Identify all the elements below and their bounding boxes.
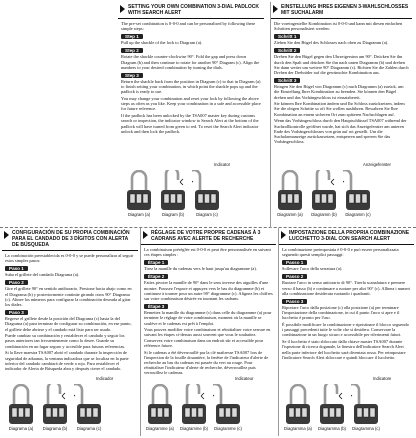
note-text: Si la llave maestra TSA007 abrió el candado durante la inspección de seguridad de aduanas, la ventana indicadora que se localiza en la parte inferior del candado cambiará de verde a rojo. Para restablecer el indicador de Alerta de Búsqueda abra y después cierre el candado. xyxy=(5,350,129,371)
dial-icon xyxy=(205,194,210,203)
diagram-label: Diagramm (c) xyxy=(345,212,371,217)
panel-french xyxy=(140,228,276,436)
dial-icon xyxy=(177,194,182,203)
dial-icon xyxy=(143,194,148,203)
dial-icon xyxy=(288,194,293,203)
instructions-body xyxy=(141,245,276,379)
step-text: Return the shackle back from the position in Diagram (c) to that in Diagram (a) to finish setting your combination, in which point the shackle pops up and the padlock is ready to use. xyxy=(121,78,261,95)
diagram-figure xyxy=(351,384,381,431)
dial-icon xyxy=(53,408,58,417)
dial-icon xyxy=(19,408,24,417)
padlock-diagram-icon xyxy=(309,170,339,212)
padlock-diagram-icon xyxy=(145,384,175,426)
step-label: Paso 1 xyxy=(5,266,28,271)
diagram-label: Diagrama (a) xyxy=(8,426,34,431)
note-text: Puede cambiar su combinación y restablecer el candado y seguir los pasos anteriores tan frecuentemente como lo desee. Guarde su combinación en un lugar seguro y accesible para futuras referencias. xyxy=(5,333,126,349)
diagram-label: Diagramma (c) xyxy=(352,426,380,431)
step-label: Étape 1 xyxy=(144,260,168,265)
intro-text: The pre-set combination is 0-0-0 and can be personalised by following these simple steps: xyxy=(121,21,256,32)
rotate-arrow-icon xyxy=(351,395,352,398)
triangle-bullet-icon xyxy=(281,231,286,239)
section-title: EINSTELLUNG IHRES EIGENEN 3-WAHLSCHLOSSES MIT SUCHALARM xyxy=(281,4,409,16)
diagram-row xyxy=(124,170,222,217)
intro-text: La combinazione preimpostata è 0-0-0 e può essere personalizzata seguendo questi semplici passaggi: xyxy=(282,247,399,258)
step-label: Step 1 xyxy=(121,34,143,39)
dial-icon xyxy=(356,194,361,203)
dial-icon xyxy=(226,408,231,417)
dial-icon xyxy=(198,194,203,203)
diagram-figure xyxy=(283,384,313,431)
rotate-arrow-icon xyxy=(331,179,334,185)
intro-text: Die voreingestellte Kombination ist 0-0-0 und kann mit diesen einfachen Schritten personalisiert werden: xyxy=(274,21,403,32)
dial-icon xyxy=(25,408,30,417)
dial-icon xyxy=(302,408,307,417)
diagram-figure xyxy=(309,170,339,217)
shackle-icon xyxy=(291,385,305,406)
dial-icon xyxy=(362,194,367,203)
diagram-label: Diagrama (b) xyxy=(42,426,68,431)
diagram-label: Diagramm (a) xyxy=(277,212,303,217)
instructions-body xyxy=(118,19,264,137)
rotate-arrow-icon xyxy=(192,181,193,184)
step-text: Drehen Sie den Bügel gegen den Uhrzeigersinn um 90°. Drücken Sie ihn durch den Spalt und drücken Sie ihn nach unten Diagramm (b) und drehen Sie dann weiter um weitere 90° Diagramm (c). Richten Sie die Zahlen durch Drehen der Drehräder auf die gewünschte Kombination aus. xyxy=(274,54,409,76)
step-text: Tirez la manille du cadenas vers le haut jusqu'au diagramme (a). xyxy=(144,266,257,272)
diagram-figure xyxy=(124,170,154,217)
instructions-body xyxy=(271,19,412,148)
indicator-label: Indicator xyxy=(214,162,231,167)
padlock-diagram-icon xyxy=(124,170,154,212)
section-title: SETTING YOUR OWN COMBINATION 3-DIAL PADLOCK WITH SEARCH ALERT xyxy=(128,4,260,16)
dial-icon xyxy=(87,408,92,417)
indicator-label: Indicador xyxy=(96,376,114,381)
step-text: Remettez la manille du diagramme (c) dans celle du diagramme (a) pour terminer le réglage de votre combinaison, moment où la manille se soulève et le cadenas est prêt à l'emploi. xyxy=(144,310,272,326)
step-label: Passo 2 xyxy=(282,274,307,279)
dial-icon xyxy=(328,194,333,203)
padlock-diagram-icon xyxy=(192,170,222,212)
step-text: Bringen Sie den Bügel von Diagramm (c) nach Diagramm (a) zurück, um die Einstellung Ihrer Kombination zu beenden. Sie können den Bügel drehen und das Vorhängeschloss ist einsatzbereit. xyxy=(274,84,404,100)
note-text: Vous pouvez modifier votre combinaison et réinitialiser votre serrure en suivant les étapes ci-dessus aussi souvent que vous le souhaitez. Conservez votre combinaison dans un endroit sûr et accessible pour référence future. xyxy=(144,327,271,348)
step-label: Step 3 xyxy=(121,73,143,78)
triangle-bullet-icon xyxy=(143,231,148,239)
shackle-icon xyxy=(166,170,178,192)
rotate-arrow-icon xyxy=(74,395,75,398)
shackle-icon xyxy=(192,170,200,192)
diagram-label: Diagramm (b) xyxy=(311,212,337,217)
shackle-icon xyxy=(283,171,297,192)
section-title: CONFIGURACIÓN DE SU PROPIA COMBINACIÓN PARA EL CANDADO DE 3 DÍGITOS CON ALERTA DE BÚSQUEDA xyxy=(12,230,130,248)
diagram-figure xyxy=(343,170,373,217)
step-text: Rotate the shackle counter-clockwise 90°. Fold the gap and press down Diagram (b) and then continue to rotate for another 90° Diagram (c). Align the numbers to your desired combination by turning the dials. xyxy=(121,54,260,70)
dial-icon xyxy=(322,194,327,203)
section-header xyxy=(118,2,264,19)
rotate-arrow-icon xyxy=(180,179,183,185)
diagram-label: Diagram (c) xyxy=(196,212,218,217)
dial-icon xyxy=(192,408,197,417)
dial-icon xyxy=(12,408,17,417)
padlock-diagram-icon xyxy=(158,170,188,212)
section-title: IMPOSTAZIONE DELLA PROPRIA COMBINAZIONE LUCCHETTO 3-DIAL CON SEARCH ALERT xyxy=(289,230,410,242)
dial-icon xyxy=(198,408,203,417)
step-label: Schritt 1 xyxy=(274,34,300,39)
dial-icon xyxy=(349,194,354,203)
intro-text: La combinaison préréglée est 0-0-0 et peut être personnalisée en suivant ces étapes simples : xyxy=(144,247,271,258)
diagram-label: Diagramme (a) xyxy=(146,426,174,431)
step-label: Étape 2 xyxy=(144,274,168,279)
padlock-diagram-icon xyxy=(74,384,104,426)
step-text: Ziehen Sie den Bügel des Schlosses nach oben zu Diagramm (a). xyxy=(274,40,389,46)
dial-icon xyxy=(93,408,98,417)
section-header xyxy=(279,228,414,245)
step-label: Paso 2 xyxy=(5,280,28,285)
shackle-icon xyxy=(317,170,329,192)
section-header xyxy=(2,228,138,251)
indicator-label: Indicatore xyxy=(373,376,392,381)
step-text: Regrese el grillete desde la posición del Diagrama (c) hasta la del Diagrama (a) para terminar de configurar su combinación, en ese punto, el grillete debe abrirse y el candado está listo para ser usado. xyxy=(5,316,132,332)
diagram-figure xyxy=(213,384,243,431)
dial-icon xyxy=(211,194,216,203)
diagram-figure xyxy=(179,384,209,431)
step-label: Paso 3 xyxy=(5,310,28,315)
padlock-diagram-icon xyxy=(6,384,36,426)
indicator-label: Anzeigefenster xyxy=(363,162,391,167)
note-text: Si le cadenas a été déverrouillé par la clé maîtresse TSA007 lors de l'inspection de la fouille douanière, la fenêtre de l'indicateur d'alerte de recherche au bas du cadenas est passée du vert au rouge. Pour réinitialiser l'indicateur d'alerte de recherche, déverrouillez puis verrouillez le cadenas. xyxy=(144,349,269,376)
instructions-body xyxy=(2,251,138,375)
dial-icon xyxy=(219,408,224,417)
triangle-bullet-icon xyxy=(273,5,278,13)
padlock-diagram-icon xyxy=(275,170,305,212)
panel-english xyxy=(118,2,264,228)
diagram-figure xyxy=(74,384,104,431)
dial-icon xyxy=(164,408,169,417)
triangle-bullet-icon xyxy=(4,231,9,239)
section-header xyxy=(141,228,276,245)
dial-icon xyxy=(164,194,169,203)
padlock-diagram-icon xyxy=(179,384,209,426)
dial-icon xyxy=(294,194,299,203)
diagram-figure xyxy=(275,170,305,217)
diagram-label: Diagramma (a) xyxy=(284,426,312,431)
panel-spanish xyxy=(2,228,138,436)
dial-icon xyxy=(151,408,156,417)
note-text: Wenn das Vorhängeschloss durch den Hauptschlüssel TSA007 während der Suchzollkontrolle geöffnet wurde, hat sich das Anzeigefenster am unteren Ende des Vorhängeschlosses von grün auf rot gestellt. Um die Suchalarmanzeige zurückzusetzen, entsperren und sperren Sie das Vorhängeschloss. xyxy=(274,118,407,145)
diagram-figure xyxy=(158,170,188,217)
padlock-diagram-icon xyxy=(351,384,381,426)
dial-icon xyxy=(59,408,64,417)
diagram-label: Diagram (b) xyxy=(161,212,185,217)
dial-icon xyxy=(296,408,301,417)
rotate-arrow-icon xyxy=(339,393,342,399)
dial-icon xyxy=(315,194,320,203)
diagram-label: Diagramme (c) xyxy=(214,426,242,431)
step-text: Ruotare l'arco in senso antiorario di 90°. Tirerla scanalatura e premere verso il basso (b) e continuare a ruotare per altri 90° (c). Allinea i numeri alla combinazione desiderata ruotando i quadranti. xyxy=(282,280,411,296)
diagram-label: Diagrama (c) xyxy=(76,426,102,431)
dial-icon xyxy=(171,194,176,203)
diagram-label: Diagramme (b) xyxy=(180,426,208,431)
padlock-diagram-icon xyxy=(40,384,70,426)
rotate-arrow-icon xyxy=(201,393,204,399)
shackle-icon xyxy=(153,385,167,406)
intro-text: La combinación preestablecida es 0-0-0 y se puede personalizar al seguir estos simples pasos: xyxy=(5,253,134,264)
dial-icon xyxy=(46,408,51,417)
dial-icon xyxy=(80,408,85,417)
padlock-diagram-icon xyxy=(213,384,243,426)
note-text: You may change your combination and reset your lock by following the above steps as often as you like. Keep your combination in a safe and accessible place for future reference. xyxy=(121,96,261,112)
dial-icon xyxy=(289,408,294,417)
shackle-icon xyxy=(325,384,337,406)
step-label: Schritt 2 xyxy=(274,48,300,53)
dial-icon xyxy=(323,408,328,417)
diagram-figure xyxy=(192,170,222,217)
triangle-bullet-icon xyxy=(120,5,125,13)
note-text: If the padlock has been unlocked by the TSA007 master key during customs search or inspection, the indicator window to Search Alert at the bottom of the padlock will have turned from green to red. To reset the Search Alert indicator unlock and then lock the padlock. xyxy=(121,113,259,134)
note-text: Se il lucchetto è stato sbloccato dalla chiave master TSA007 durante l'ispezione di ricerca doganale, la finestra dell'indicatore Search Alert nella parte inferiore del lucchetto sarà diventata rossa. Per reimpostare l'indicatore Search Alert sbloccare e quindi bloccare il lucchetto. xyxy=(282,339,406,360)
dial-icon xyxy=(130,194,135,203)
step-text: Sollevare l'arco della serratura (a). xyxy=(282,266,343,272)
padlock-diagram-icon xyxy=(317,384,347,426)
dial-icon xyxy=(158,408,163,417)
diagram-row xyxy=(275,170,373,217)
dial-icon xyxy=(370,408,375,417)
indicator-label: Indicateur xyxy=(235,376,254,381)
rotate-arrow-icon xyxy=(213,395,214,398)
diagram-row xyxy=(6,384,104,431)
dial-icon xyxy=(185,408,190,417)
step-label: Passo 1 xyxy=(282,260,307,265)
diagram-figure xyxy=(40,384,70,431)
dial-icon xyxy=(357,408,362,417)
padlock-diagram-icon xyxy=(283,384,313,426)
step-label: Step 2 xyxy=(121,48,143,53)
diagram-row xyxy=(283,384,381,431)
dial-icon xyxy=(330,408,335,417)
shackle-icon xyxy=(132,171,146,192)
panel-german xyxy=(270,2,412,228)
dial-icon xyxy=(336,408,341,417)
section-header xyxy=(271,2,412,19)
padlock-diagram-icon xyxy=(343,170,373,212)
step-text: Riportare l'arco dalla posizione (c) alla posizione (a) per terminare l'impostazione della combinazione, in cui il punto l'arco si apre e il lucchetto è pronto per l'uso. xyxy=(282,304,400,321)
note-text: Sie können Ihre Kombination ändern und Ihr Schloss zurücksetzen, indem Sie die obigen Schritte so oft Sie wollen ausführen. Bewahren Sie Ihre Kombination an einem sicheren Ort zum späteren Nachschlagen auf. xyxy=(274,101,405,117)
shackle-icon xyxy=(74,384,82,406)
step-text: Faites pivoter la manille de 90° dans le sens inverse des aiguilles d'une montre. Poussez l'espace et appuyez vers le bas du diagramme (b) et continuez à tourner pour un autre 90° diagramme (c). Alignez les chiffres sur votre combinaison désirée en tournant les cadrans. xyxy=(144,280,273,302)
note-text: È possibile modificare la combinazione e ripristinare il blocco seguendo i passaggi precedenti tutte le volte che si desidera. Conservare la combinazione in un luogo sicuro e accessibile per riferimenti futuri. xyxy=(282,322,409,338)
shackle-icon xyxy=(187,384,199,406)
diagram-label: Diagram (a) xyxy=(127,212,151,217)
step-label: Passo 3 xyxy=(282,299,307,304)
step-text: Pull up the shackle of the lock to Diagram (a). xyxy=(121,40,203,46)
shackle-icon xyxy=(343,170,351,192)
rotate-arrow-icon xyxy=(343,181,344,184)
panel-italian xyxy=(278,228,414,436)
shackle-icon xyxy=(213,384,221,406)
step-label: Schritt 3 xyxy=(274,78,300,83)
dial-icon xyxy=(232,408,237,417)
shackle-icon xyxy=(48,384,60,406)
diagram-label: Diagramma (b) xyxy=(318,426,346,431)
step-text: Suba el grillete del candado Diagrama (a). xyxy=(5,272,80,278)
instructions-body xyxy=(279,245,414,363)
rotate-arrow-icon xyxy=(62,393,65,399)
dial-icon xyxy=(364,408,369,417)
diagram-figure xyxy=(145,384,175,431)
diagram-figure xyxy=(6,384,36,431)
diagram-row xyxy=(145,384,243,431)
shackle-icon xyxy=(351,384,359,406)
dial-icon xyxy=(137,194,142,203)
diagram-figure xyxy=(317,384,347,431)
shackle-icon xyxy=(14,385,28,406)
step-label: Étape 3 xyxy=(144,304,168,309)
dial-icon xyxy=(281,194,286,203)
section-title: RÉGLAGE DE VOTRE PROPRE CADENAS À 3 CADRANS AVEC ALERTE DE RECHERCHE xyxy=(151,230,261,242)
step-text: Gire el grillete 90° en sentido antihorario. Presione hacia abajo como en el Diagrama (b) y posteriormente continúe girando otros 90° Diagrama (c). Alinee los números para configurar la combinación deseada al girar los diales. xyxy=(5,286,132,308)
